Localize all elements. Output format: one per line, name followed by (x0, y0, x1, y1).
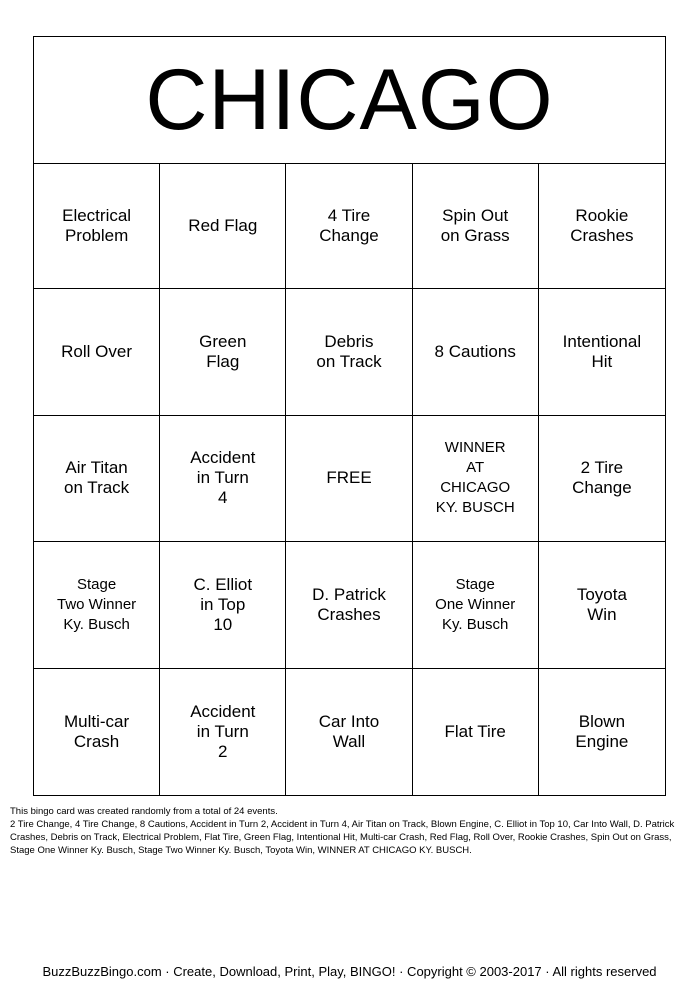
bingo-cell (34, 669, 160, 795)
bingo-cell (286, 163, 412, 289)
bingo-cell (160, 163, 286, 289)
cell-text: Stage Two Winner Ky. Busch (56, 575, 137, 633)
cell-text: Accident in Turn 2 (190, 701, 256, 761)
cell-text: Rookie Crashes (570, 205, 634, 245)
cell-text: Intentional Hit (562, 332, 642, 372)
bingo-cell (413, 416, 539, 542)
footer-copyright: BuzzBuzzBingo.com · Create, Download, Print, Play, BINGO! · Copyright © 2003-2017 · All rights reserved (42, 964, 657, 979)
bingo-cell (539, 542, 665, 668)
event-info (10, 805, 685, 857)
cell-text: Spin Out on Grass (440, 205, 510, 245)
bingo-cell (34, 163, 160, 289)
bingo-cell (539, 669, 665, 795)
cell-text: Air Titan on Track (63, 458, 130, 498)
cell-text: 2 Tire Change (572, 458, 632, 498)
bingo-grid (34, 163, 665, 795)
cell-text: D. Patrick Crashes (312, 584, 386, 624)
free-space-cell (286, 416, 412, 542)
bingo-cell (160, 542, 286, 668)
cell-text: Multi-car Crash (64, 711, 130, 751)
bingo-card (33, 36, 666, 796)
bingo-cell (413, 289, 539, 415)
cell-text: 8 Cautions (434, 342, 516, 362)
bingo-cell (413, 669, 539, 795)
event-count-note: This bingo card was created randomly from a total of 24 events. (10, 806, 278, 817)
cell-text: Red Flag (188, 215, 258, 235)
cell-text: Toyota Win (576, 584, 627, 624)
bingo-cell (413, 542, 539, 668)
free-space-text: FREE (326, 468, 372, 488)
cell-text: 4 Tire Change (319, 205, 379, 245)
bingo-cell (286, 542, 412, 668)
bingo-cell (160, 416, 286, 542)
bingo-cell (413, 163, 539, 289)
bingo-cell (34, 416, 160, 542)
cell-text: Stage One Winner Ky. Busch (435, 575, 516, 633)
cell-text: C. Elliot in Top 10 (193, 574, 253, 634)
bingo-cell (539, 289, 665, 415)
bingo-cell (160, 289, 286, 415)
cell-text: WINNER AT CHICAGO KY. BUSCH (435, 439, 515, 517)
bingo-cell (34, 289, 160, 415)
card-title-row (34, 37, 665, 164)
cell-text: Blown Engine (575, 711, 629, 751)
bingo-cell (539, 163, 665, 289)
cell-text: Roll Over (61, 342, 133, 362)
bingo-cell (286, 289, 412, 415)
cell-text: Flat Tire (444, 721, 506, 741)
bingo-cell (160, 669, 286, 795)
cell-text: Electrical Problem (62, 205, 132, 245)
cell-text: Accident in Turn 4 (190, 448, 256, 508)
bingo-cell (34, 542, 160, 668)
cell-text: Green Flag (199, 332, 247, 372)
cell-text: Car Into Wall (318, 711, 380, 751)
bingo-cell (539, 416, 665, 542)
card-title: CHICAGO (145, 52, 554, 148)
event-list: 2 Tire Change, 4 Tire Change, 8 Cautions, Accident in Turn 2, Accident in Turn 4, Air Titan on Track, Blown Engine, C. Elliot in Top 10, Car Into Wall, D. Patrick Crashes, Debris on Track, Electrical Problem, Flat Tire, Green Flag, Intentional Hit, Multi-car Crash, Red Flag, Roll Over, Rookie Crashes, Spin Out on Grass, Stage One Winner Ky. Busch, Stage Two Winner Ky. Busch, Toyota Win, WINNER AT CHICAGO KY. BUSCH. (10, 819, 675, 856)
bingo-cell (286, 669, 412, 795)
cell-text: Debris on Track (316, 332, 382, 372)
